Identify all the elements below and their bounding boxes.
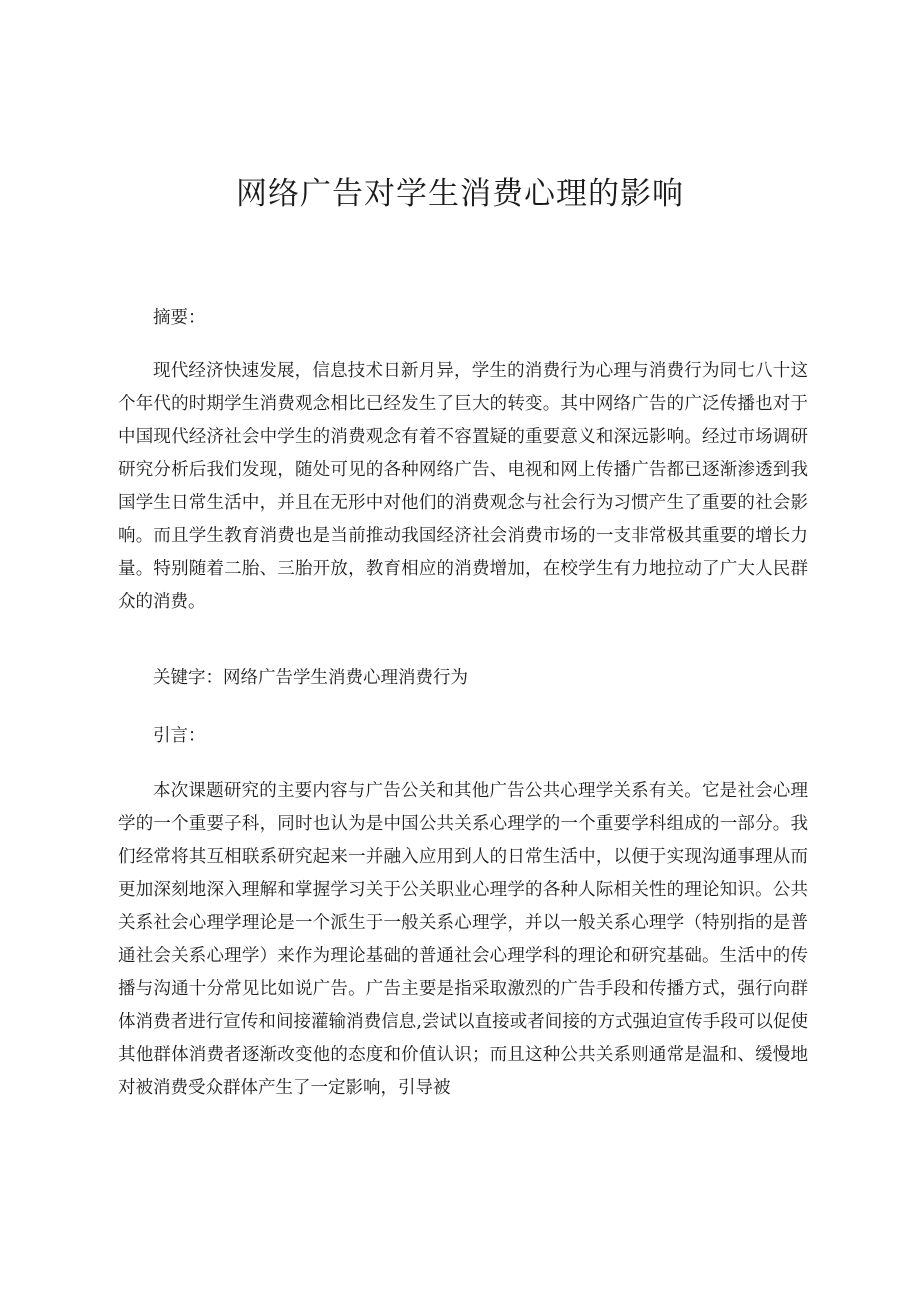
abstract-label: 摘要： — [153, 308, 206, 328]
document-title: 网络广告对学生消费心理的影响 — [236, 176, 684, 212]
intro-label: 引言： — [153, 726, 206, 746]
abstract-paragraph: 现代经济快速发展，信息技术日新月异，学生的消费行为心理与消费行为同七八十这个年代的时期学生消费观念相比已经发生了巨大的转变。其中网络广告的广泛传播也对于中国现代经济社会中学生的消费观念有着不容置疑的重要意义和深远影响。经过市场调研研究分析后我们发现，随处可见的各种网络广告、电视和网上传播广告都已逐渐渗透到我国学生日常生活中，并且在无形中对他们的消费观念与社会行为习惯产生了重要的社会影响。而且学生教育消费也是当前推动我国经济社会消费市场的一支非常极其重要的增长力量。特别随着二胎、三胎开放，教育相应的消费增加，在校学生有力地拉动了广大人民群众的消费。 — [118, 361, 808, 612]
keywords-line: 关键字：网络广告学生消费心理消费行为 — [153, 668, 468, 688]
intro-paragraph: 本次课题研究的主要内容与广告公关和其他广告公共心理学关系有关。它是社会心理学的一个重要子科，同时也认为是中国公共关系心理学的一个重要学科组成的一部分。我们经常将其互相联系研究起来一并融入应用到人的日常生活中，以便于实现沟通事理从而更加深刻地深入理解和掌握学习关于公关职业心理学的各种人际相关性的理论知识。公共关系社会心理学理论是一个派生于一般关系心理学，并以一般关系心理学（特别指的是普通社会关系心理学）来作为理论基础的普通社会心理学科的理论和研究基础。生活中的传播与沟通十分常见比如说广告。广告主要是指采取激烈的广告手段和传播方式，强行向群体消费者进行宣传和间接灌输消费信息,尝试以直接或者间接的方式强迫宣传手段可以促使其他群体消费者逐渐改变他的态度和价值认识；而且这种公共关系则通常是温和、缓慢地对被消费受众群体产生了一定影响，引导被 — [118, 781, 808, 1098]
